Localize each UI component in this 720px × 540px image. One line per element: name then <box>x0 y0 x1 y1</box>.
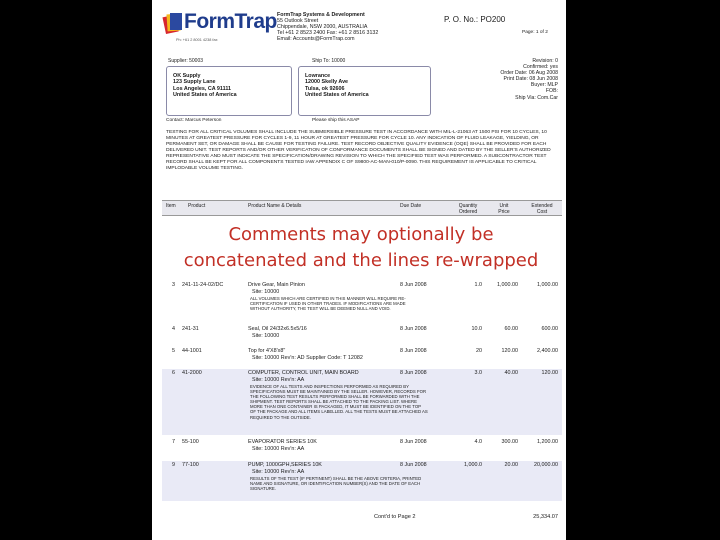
continued-note: Cont'd to Page 2 <box>374 514 416 520</box>
col-header-name: Product Name & Details <box>248 203 302 209</box>
col-header-price: Unit Price <box>498 203 510 215</box>
terms-notes: TESTING FOR ALL CRITICAL VOLUMES SHALL INCLUDE THE SUBMERSIBLE PRESSURE TEST IN ACCORDANCE WITH MIL-L-21063 AT 1500 PSI FOR 10 CYCLES, 10 MINUTES AT GREATEST PRESSURE FOR CYCLES 1-9, 11 HOUR AT GREATEST PRESSURE FOR CYCLE 10. ANY INDICATION OF FLUID LEAKAGE, YIELDING, OR PERMANENT SET, OR DAMAGE SHALL BE CAUSE FOR TESTING FAILURE. TEST RECORD OBJECTIVE QUALITY EVIDENCE (OQE) SHALL BE PROVIDED FOR EACH DELIVERED UNIT. TEST REPORTS AND/OR OTHER VERIFICATION OF CONFORMANCE DOCUMENTS SHALL BE SIGNED AND DATED BY THE SELLER'S AUTHORIZED REPRESENTATIVE AND MUST INDICATE THE SPECIFICATION/DRAWING REVISION TO WHICH THE SPECIFIED TEST WAS PERFORMED. A SUBCONTRACTOR TEST RECORD SHALL BE KEPT FOR ALL COMPONENTS TESTED IAW APPENDIX C OF S9800-AC-MAN-010/P-0090. THIS REQUIREMENT IS APPLICABLE TO CRITICAL IMPLODABLE VOLUME TESTING. <box>166 130 551 171</box>
row-due: 8 Jun 2008 <box>400 282 427 288</box>
company-city: Chippendale, NSW 2000, AUSTRALIA <box>277 24 368 31</box>
annotation-callout <box>156 216 566 282</box>
logo-wordmark: FormTrap <box>184 10 277 33</box>
formtrap-logo-icon <box>162 10 184 36</box>
table-row <box>162 461 562 501</box>
table-row <box>162 439 562 457</box>
row-site: Site: 10000 Rev'n: AA <box>252 446 305 452</box>
row-due: 8 Jun 2008 <box>400 348 427 354</box>
supplier-address-box <box>166 66 292 116</box>
company-name: FormTrap Systems & Development <box>277 12 365 18</box>
row-description: ALL VOLUMES WHICH ARE CERTIFIED IN THIS MANNER WILL REQUIRE RE-CERTIFICATION IF USED IN OTHER TRADES. IF MODIFICATIONS ARE MADE WITHOUT AUTHORITY, THE TEST WILL BE DEEMED NULL AND VOID. <box>250 296 406 312</box>
row-name: Top for 4'X8'x8" <box>248 348 286 354</box>
row-price: 300.00 <box>501 439 518 445</box>
row-cost: 2,400.00 <box>537 348 558 354</box>
page-total: 25,334.07 <box>533 514 558 520</box>
contact-line: Contact: Marcus Peterson <box>166 118 222 123</box>
company-phone: Tel +61 2 8523 2400 Fax: +61 2 8516 3132 <box>277 30 379 37</box>
row-product: 241-31 <box>182 326 199 332</box>
row-price: 60.00 <box>504 326 518 332</box>
row-item: 6 <box>172 370 175 376</box>
row-site: Site: 10000 Rev'n: AD Supplier Code: T 12082 <box>252 355 363 361</box>
row-price: 120.00 <box>501 348 518 354</box>
row-site: Site: 10000 <box>252 333 280 339</box>
row-name: PUMP, 1000GPH,SERIES 10K <box>248 462 322 468</box>
col-header-cost: Extended Cost <box>531 203 553 215</box>
col-header-product: Product <box>188 203 206 209</box>
ship-to-line: Tulsa, ok 92606 <box>305 85 345 92</box>
row-price: 40.00 <box>504 370 518 376</box>
row-item: 4 <box>172 326 175 332</box>
logo-tagline: Ph: +61 2 8001 4238 fax <box>176 38 218 42</box>
shipping-note: Please ship this ASAP <box>312 118 360 123</box>
order-info-line: Order Date: 06 Aug 2008 <box>500 70 558 77</box>
row-qty: 20 <box>476 348 482 354</box>
row-item: 3 <box>172 282 175 288</box>
row-qty: 1.0 <box>474 282 482 288</box>
row-product: 55-100 <box>182 439 199 445</box>
row-site: Site: 10000 Rev'n: AA <box>252 469 305 475</box>
row-description: RESULTS OF THE TEST (IF PERTINENT) SHALL BE THE ABOVE CRITERIA, PRINTED NAME AND SIGNATURE, OR IDENTIFICATION NUMBER(S) AND THE DATE OF EACH SIGNATURE. <box>250 476 422 492</box>
row-item: 7 <box>172 439 175 445</box>
row-cost: 600.00 <box>541 326 558 332</box>
order-info <box>438 58 558 101</box>
callout-line-1: Comments may optionally be <box>228 224 494 245</box>
table-row <box>162 369 562 435</box>
row-site: Site: 10000 <box>252 289 280 295</box>
supplier-label: Supplier: 50003 <box>168 58 204 64</box>
row-due: 8 Jun 2008 <box>400 462 427 468</box>
row-qty: 4.0 <box>474 439 482 445</box>
company-address <box>277 12 417 42</box>
row-cost: 20,000.00 <box>534 462 558 468</box>
col-header-due: Due Date <box>400 203 422 209</box>
row-item: 9 <box>172 462 175 468</box>
supplier-line: United States of America <box>173 92 237 99</box>
row-description: EVIDENCE OF ALL TESTS AND INSPECTIONS PERFORMED AS REQUIRED BY SPECIFICATIONS MUST BE MAINTAINED BY THE SELLER. HOWEVER, RECORDS FOR THE FOLLOWING TEST RESULTS PERFORMED SHALL BE FORWARDED WITH THE SHIPMENT. TEST REPORTS SHALL BE ATTACHED TO THE PACKING LIST. WHERE MORE THAN ONE CONTAINER IS PACKAGED, IT MUST BE IDENTIFIED ON THE TOP OF THE PACKAGE AND ALL ITEMS LABELLED. ALL THE TESTS MUST BE ATTACHED AS REQUIRED TO THE OUTSIDE. <box>250 384 428 420</box>
order-info-line: Revision: 0 <box>532 58 558 64</box>
row-qty: 3.0 <box>474 370 482 376</box>
order-info-line: Buyer: MLP <box>530 82 558 89</box>
order-info-line: Ship Via: Com.Car <box>515 94 558 101</box>
supplier-line: Los Angeles, CA 91111 <box>173 85 232 92</box>
supplier-line: 123 Supply Lane <box>173 79 216 86</box>
ship-to-label: Ship To: 10000 <box>312 58 346 64</box>
col-header-item: Item <box>166 203 176 209</box>
col-header-qty: Quantity Ordered <box>458 203 478 215</box>
table-row <box>162 326 562 344</box>
order-info-line: Print Date: 08 Jun 2008 <box>503 76 558 83</box>
row-due: 8 Jun 2008 <box>400 326 427 332</box>
row-name: Drive Gear, Main Pinion <box>248 282 305 288</box>
row-site: Site: 10000 Rev'n: AA <box>252 377 305 383</box>
row-name: Seal, Oil 24/32x6.5x5/16 <box>248 326 307 332</box>
formtrap-logo <box>162 8 277 38</box>
po-number: P. O. No.: PO200 <box>444 15 506 24</box>
page-indicator: Page: 1 of 2 <box>522 30 548 35</box>
row-cost: 120.00 <box>541 370 558 376</box>
row-product: 77-100 <box>182 462 199 468</box>
table-row <box>162 348 562 366</box>
row-product: 241-11-24-02/DC <box>182 282 224 288</box>
row-item: 5 <box>172 348 175 354</box>
ship-to-line: United States of America <box>305 92 369 99</box>
order-info-line: FOB: <box>545 88 558 95</box>
order-info-line: Confirmed: yes <box>523 64 558 71</box>
row-name: EVAPORATOR SERIES 10K <box>248 439 317 445</box>
ship-to-line: Lowrance <box>305 73 331 79</box>
row-price: 20.00 <box>504 462 518 468</box>
row-product: 44-1001 <box>182 348 202 354</box>
row-qty: 1,000.0 <box>464 462 482 468</box>
row-price: 1,000.00 <box>497 282 518 288</box>
company-street: 55 Outlook Street <box>277 18 319 25</box>
row-product: 41-2000 <box>182 370 202 376</box>
row-due: 8 Jun 2008 <box>400 439 427 445</box>
items-table-header <box>162 200 562 216</box>
callout-line-2: concatenated and the lines re-wrapped <box>183 250 539 271</box>
ship-to-address-box <box>298 66 431 116</box>
row-cost: 1,200.00 <box>537 439 558 445</box>
row-name: COMPUTER, CONTROL UNIT, MAIN BOARD <box>248 370 359 376</box>
ship-to-line: 12000 Skelly Ave <box>305 79 349 86</box>
company-email: Email: Accounts@FormTrap.com <box>277 36 355 43</box>
row-due: 8 Jun 2008 <box>400 370 427 376</box>
supplier-line: OK Supply <box>173 73 201 79</box>
row-cost: 1,000.00 <box>537 282 558 288</box>
row-qty: 10.0 <box>471 326 482 332</box>
